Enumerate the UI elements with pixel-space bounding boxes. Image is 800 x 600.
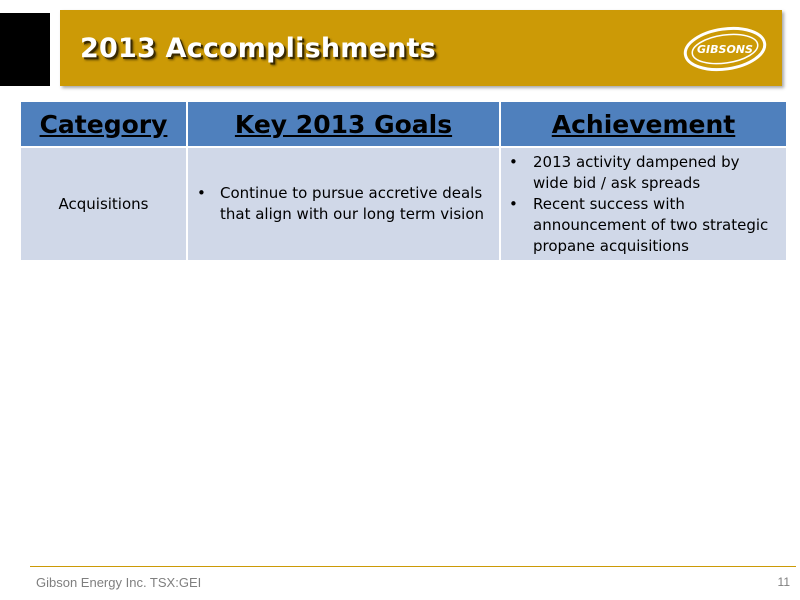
logo-wordmark: GIBSONS <box>697 43 753 56</box>
achievement-text: Recent success with announcement of two strategic propane acquisitions <box>533 194 769 255</box>
table-header-row <box>21 102 786 147</box>
goal-text: Continue to pursue accretive deals that align with our long term vision <box>220 184 485 223</box>
achievement-item: • 2013 activity dampened by wide bid / ask spreads <box>509 152 740 192</box>
gibsons-logo <box>682 24 768 74</box>
header-achievement: Achievement <box>500 102 786 147</box>
slide-title: 2013 Accomplishments <box>80 33 436 64</box>
achievement-text: 2013 activity dampened by wide bid / ask spreads <box>533 152 740 192</box>
header-category: Category <box>21 102 187 147</box>
achievement-item: • Recent success with announcement of two strategic propane acquisitions <box>509 194 769 255</box>
achievement-cell <box>500 147 786 260</box>
footer-company: Gibson Energy Inc. TSX:GEI <box>36 575 202 590</box>
goals-cell <box>187 147 500 260</box>
accomplishments-table <box>21 102 786 260</box>
table-row <box>21 147 786 260</box>
title-bar <box>60 10 782 86</box>
achievement-list <box>501 152 786 257</box>
page-number: 11 <box>777 575 790 589</box>
header-goals: Key 2013 Goals <box>187 102 500 147</box>
footer-divider <box>30 566 796 567</box>
goals-list <box>188 183 499 225</box>
corner-accent-block <box>0 13 50 86</box>
category-cell: Acquisitions <box>21 147 187 260</box>
goal-item: • Continue to pursue accretive deals that align with our long term vision <box>197 184 485 223</box>
